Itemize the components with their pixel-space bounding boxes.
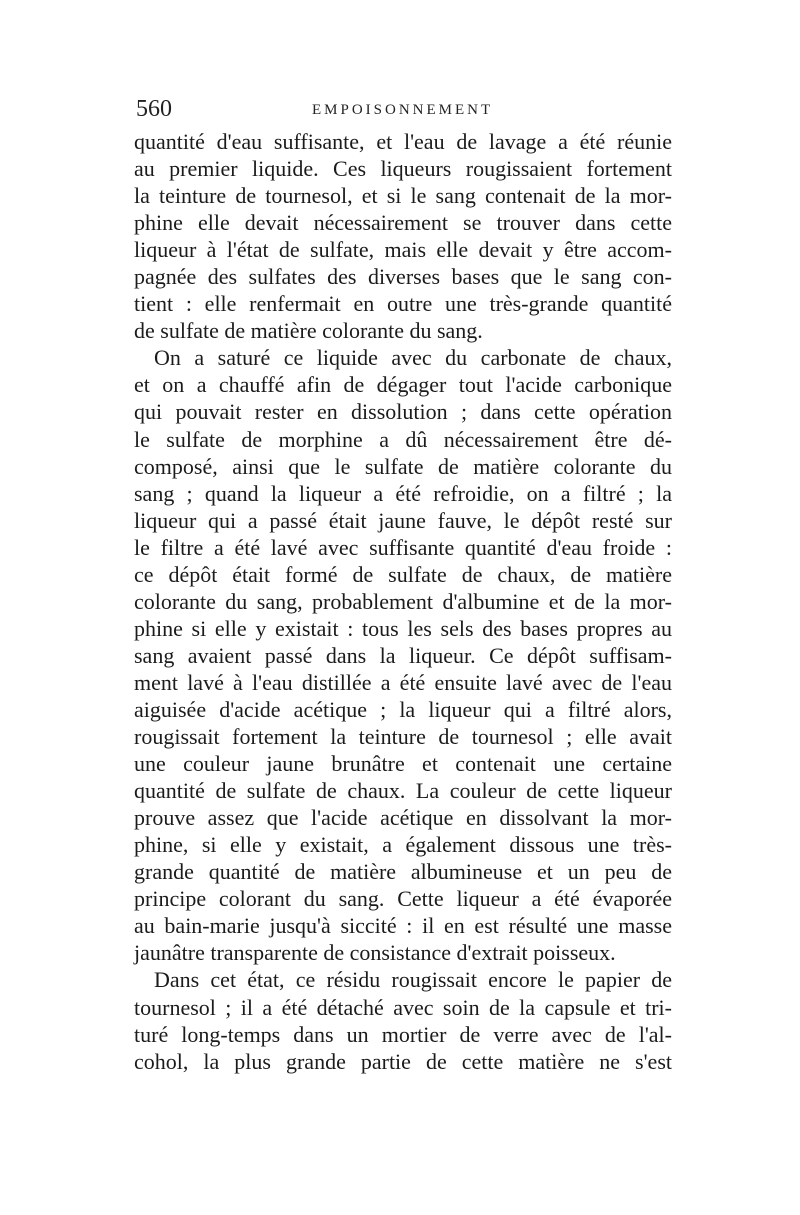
text-line: au premier liquide. Ces liqueurs rougissaient fortement <box>134 156 672 182</box>
page-number: 560 <box>136 96 172 122</box>
text-line: principe colorant du sang. Cette liqueur a été évaporée <box>134 886 672 912</box>
text-line: turé long-temps dans un mortier de verre avec de l'al- <box>134 1021 672 1047</box>
text-line: le sulfate de morphine a dû nécessairement être dé- <box>134 426 672 452</box>
running-head: EMPOISONNEMENT <box>312 102 494 118</box>
text-line: tient : elle renfermait en outre une très-grande quantité <box>134 291 672 317</box>
body-text <box>134 128 672 1075</box>
text-line: jaunâtre transparente de consistance d'extrait poisseux. <box>134 940 616 966</box>
text-line: grande quantité de matière albumineuse et un peu de <box>134 859 672 885</box>
text-line: phine, si elle y existait, a également dissous une très- <box>134 832 672 858</box>
text-line: Dans cet état, ce résidu rougissait encore le papier de <box>154 967 672 993</box>
text-line: prouve assez que l'acide acétique en dissolvant la mor- <box>134 805 672 831</box>
text-line: aiguisée d'acide acétique ; la liqueur qui a filtré alors, <box>134 696 672 722</box>
text-line: On a saturé ce liquide avec du carbonate de chaux, <box>154 345 672 371</box>
text-line: pagnée des sulfates des diverses bases que le sang con- <box>134 264 672 290</box>
page-header <box>136 96 671 122</box>
text-line: et on a chauffé afin de dégager tout l'acide carbonique <box>134 372 672 398</box>
text-line: tournesol ; il a été détaché avec soin de la capsule et tri- <box>134 994 672 1020</box>
text-line: ment lavé à l'eau distillée a été ensuite lavé avec de l'eau <box>134 669 672 695</box>
text-line: une couleur jaune brunâtre et contenait une certaine <box>134 751 672 777</box>
text-line: ce dépôt était formé de sulfate de chaux, de matière <box>134 561 672 587</box>
text-line: cohol, la plus grande partie de cette matière ne s'est <box>134 1048 672 1074</box>
text-line: sang avaient passé dans la liqueur. Ce dépôt suffisam- <box>134 642 672 668</box>
text-line: quantité d'eau suffisante, et l'eau de lavage a été réunie <box>134 129 672 154</box>
text-line: liqueur qui a passé était jaune fauve, le dépôt resté sur <box>134 507 672 533</box>
text-line: rougissait fortement la teinture de tournesol ; elle avait <box>134 724 672 750</box>
text-line: qui pouvait rester en dissolution ; dans cette opération <box>134 399 672 425</box>
text-line: phine elle devait nécessairement se trouver dans cette <box>134 210 672 236</box>
text-line: sang ; quand la liqueur a été refroidie, on a filtré ; la <box>134 480 672 506</box>
text-line: liqueur à l'état de sulfate, mais elle devait y être accom- <box>134 237 672 263</box>
text-line: au bain-marie jusqu'à siccité : il en est résulté une masse <box>134 913 672 939</box>
text-line: la teinture de tournesol, et si le sang contenait de la mor- <box>134 183 672 209</box>
text-line: composé, ainsi que le sulfate de matière colorante du <box>134 453 672 479</box>
text-line: le filtre a été lavé avec suffisante quantité d'eau froide : <box>134 534 672 560</box>
text-line: colorante du sang, probablement d'albumine et de la mor- <box>134 588 672 614</box>
text-line: phine si elle y existait : tous les sels des bases propres au <box>134 615 672 641</box>
text-line: de sulfate de matière colorante du sang. <box>134 318 483 344</box>
text-line: quantité de sulfate de chaux. La couleur de cette liqueur <box>134 778 672 804</box>
